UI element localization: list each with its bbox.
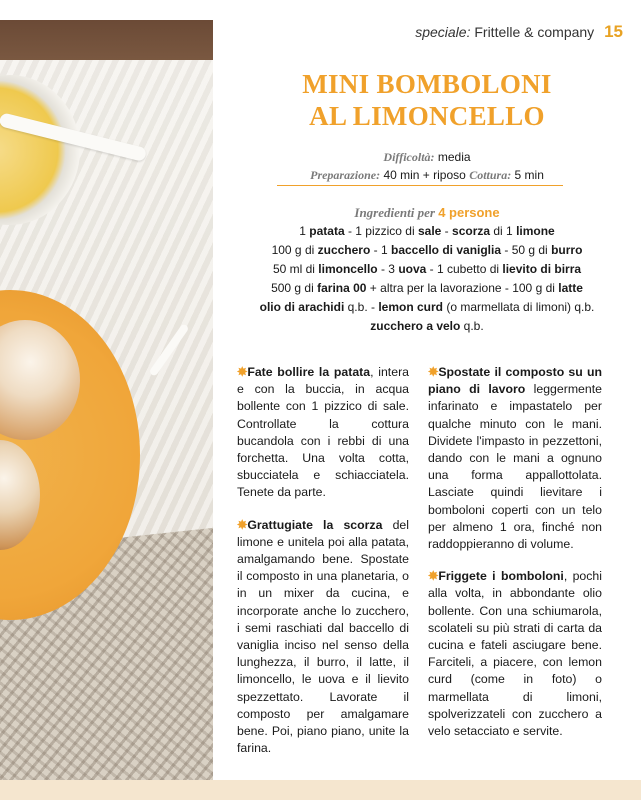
section-label: speciale: — [415, 24, 471, 40]
prep-value: 40 min + riposo — [383, 168, 466, 182]
bullet-star-icon: ✸ — [237, 517, 248, 532]
ing-bold: burro — [551, 243, 583, 257]
ingredients-line-2 — [213, 241, 641, 260]
ingredients-label: Ingredienti per — [354, 205, 435, 220]
step-text: leggermente infarinato e impastatelo per qualche minuto con le mani. Dividete l'impasto in pezzettoni, dando con le mani a ognuno una forma appallottolata. Lasciate quindi lievitare i bomboloni coperti con un telo per almeno 1 ora, finché non raddoppieranno di volume. — [428, 382, 602, 552]
ingredients-heading — [213, 205, 641, 221]
step-2 — [237, 517, 409, 758]
ing-text: 500 g di — [271, 281, 318, 295]
step-3 — [428, 364, 602, 553]
ingredients-line-6 — [213, 317, 641, 336]
ing-text: 50 ml di — [272, 262, 319, 276]
ing-text: + altra per la lavorazione - 100 g di — [366, 281, 559, 295]
step-text: , pochi alla volta, in abbondante olio bollente. Con una schiumarola, scolateli su più strati di carta da cucina e fateli asciugare bene. Farciteli, a piacere, con lemon curd (come in foto) o marmellata di limoni, spolverizzateli con zucchero a velo setacciato e servite. — [428, 569, 602, 739]
ing-text: - — [441, 224, 453, 238]
step-1 — [237, 364, 409, 502]
ing-bold: limone — [516, 224, 555, 238]
ing-bold: scorza — [452, 224, 491, 238]
steps-column-left — [237, 364, 409, 772]
prep-label: Preparazione: — [310, 168, 381, 182]
ing-bold: sale — [417, 224, 442, 238]
step-text: del limone e unitela poi alla patata, amalgamando bene. Spostate il composto in una planetaria, o in un mixer da cucina, e incorporate anche lo zucchero, i semi raschiati dal baccello di vaniglia inciso nel senso della lunghezza, il burro, il latte, il limoncello, le uova e il lievito spezzettato. Lavorate il composto per amalgamare bene. Poi, piano piano, unite la farina. — [237, 517, 409, 756]
ing-bold: zucchero — [317, 243, 371, 257]
ingredients-list — [213, 222, 641, 336]
ing-text: q.b. - — [344, 300, 379, 314]
bullet-star-icon: ✸ — [428, 569, 439, 584]
ingredients-line-5 — [213, 298, 641, 317]
page-number: 15 — [604, 22, 623, 41]
step-4 — [428, 568, 602, 740]
time-underline — [277, 185, 563, 186]
recipe-title — [213, 68, 641, 132]
difficulty-line — [213, 150, 641, 165]
ing-text: 1 — [299, 224, 310, 238]
ing-text: - 3 — [377, 262, 399, 276]
ingredients-line-3 — [213, 260, 641, 279]
title-line-2: AL LIMONCELLO — [309, 101, 545, 131]
difficulty-value: media — [437, 150, 471, 164]
step-lead: Grattugiate la scorza — [247, 517, 383, 532]
ing-text: - 1 pizzico di — [344, 224, 418, 238]
ing-bold: latte — [558, 281, 583, 295]
difficulty-label: Difficoltà: — [383, 150, 435, 164]
ing-text: - 1 — [370, 243, 391, 257]
bullet-star-icon: ✸ — [237, 365, 248, 379]
ing-text: - 1 cubetto di — [426, 262, 503, 276]
bullet-star-icon: ✸ — [428, 365, 439, 379]
page-header — [415, 22, 623, 42]
ing-bold: zucchero a velo — [370, 319, 461, 333]
section-name: Frittelle & company — [474, 24, 595, 40]
step-lead: Fate bollire la patata — [247, 365, 371, 379]
ing-text: di 1 — [490, 224, 517, 238]
cook-value: 5 min — [514, 168, 544, 182]
time-line — [213, 168, 641, 183]
ing-bold: olio di arachidi — [259, 300, 345, 314]
step-lead: Friggete i bomboloni — [438, 569, 564, 584]
ingredients-people: 4 persone — [438, 205, 500, 220]
ing-text: 100 g di — [271, 243, 318, 257]
ing-bold: patata — [309, 224, 345, 238]
ingredients-line-4 — [213, 279, 641, 298]
ing-bold: limoncello — [318, 262, 378, 276]
ing-bold: lemon curd — [378, 300, 443, 314]
recipe-photo — [0, 20, 213, 780]
cook-label: Cottura: — [469, 168, 512, 182]
ingredients-line-1 — [213, 222, 641, 241]
ing-text: (o marmellata di limoni) q.b. — [443, 300, 595, 314]
step-text: , intera e con la buccia, in acqua bollente con 1 pizzico di sale. Controllate la cottura bucandola con i rebbi di una forchetta. Una volta cotta, sbucciatela e schiacciatela. Tenete da parte. — [237, 365, 409, 500]
top-margin — [0, 0, 641, 20]
ing-text: - 50 g di — [501, 243, 552, 257]
ing-bold: lievito di birra — [502, 262, 582, 276]
ing-bold: baccello di vaniglia — [390, 243, 502, 257]
title-line-1: MINI BOMBOLONI — [302, 69, 552, 99]
step-lead: Spostate il composto su un piano di lavoro — [428, 365, 602, 397]
ing-text: q.b. — [460, 319, 484, 333]
ing-bold: farina 00 — [317, 281, 367, 295]
ing-bold: uova — [398, 262, 427, 276]
bottom-margin — [0, 780, 641, 800]
steps-column-right — [428, 364, 602, 755]
